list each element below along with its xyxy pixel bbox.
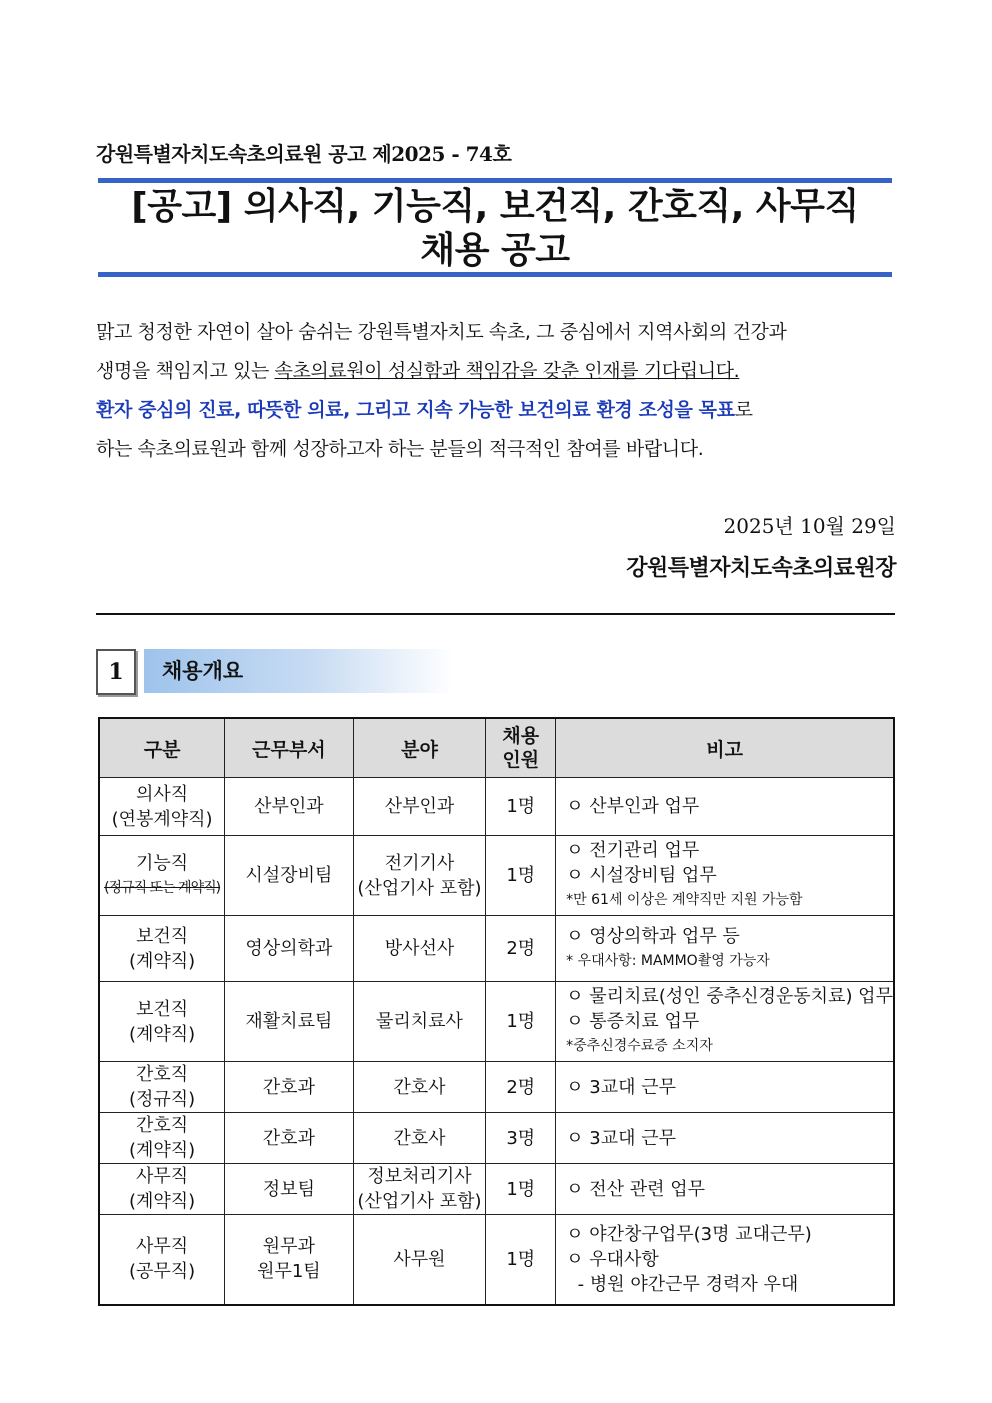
field-cell-line1: 간호사	[393, 1076, 446, 1098]
note-cell	[556, 1062, 894, 1113]
field-cell-line1: 산부인과	[384, 796, 455, 817]
category-cell-line2: (계약직)	[128, 1191, 196, 1212]
count-cell: 3명	[486, 1113, 556, 1164]
category-cell	[99, 1113, 225, 1164]
table-row	[99, 1062, 894, 1113]
field-cell	[353, 1113, 486, 1164]
field-cell-line2: (산업기사 포함)	[357, 877, 482, 899]
header-count	[486, 718, 556, 778]
table-row	[99, 1113, 894, 1164]
department-cell	[225, 1164, 353, 1215]
table-row	[99, 1215, 894, 1305]
note-line: ㅇ 영상의학과 업무 등	[566, 925, 740, 947]
section-divider	[96, 613, 895, 615]
department-cell-line1: 영상의학과	[245, 938, 333, 959]
note-cell	[556, 982, 894, 1062]
intro-text: 로	[734, 399, 753, 421]
department-cell-line2: 원무1팀	[257, 1261, 321, 1283]
category-cell	[99, 1164, 225, 1215]
department-cell	[225, 982, 353, 1062]
count-cell: 2명	[486, 916, 556, 982]
table-row	[99, 1164, 894, 1215]
note-cell	[556, 778, 894, 836]
category-cell	[99, 916, 225, 982]
category-cell	[99, 1062, 225, 1113]
table-row	[99, 982, 894, 1062]
category-cell-line1: 보건직	[136, 925, 189, 947]
note-line: ㅇ 산부인과 업무	[566, 796, 700, 817]
intro-line: 하는 속초의료원과 함께 성장하고자 하는 분들의 적극적인 참여를 바랍니다.	[96, 438, 704, 460]
intro-line	[96, 391, 896, 430]
title-top-rule	[98, 178, 892, 183]
note-line: ㅇ 물리치료(성인 중추신경운동치료) 업무	[566, 986, 893, 1007]
note-cell	[556, 1113, 894, 1164]
field-cell	[353, 836, 486, 916]
field-cell	[353, 982, 486, 1062]
field-cell-line1: 방사선사	[384, 938, 455, 959]
intro-line: 맑고 청정한 자연이 살아 숨쉬는 강원특별자치도 속초, 그 중심에서 지역사회의 건강과	[96, 321, 787, 343]
category-cell	[99, 1215, 225, 1305]
note-line: * 우대사항: MAMMO촬영 가능자	[566, 952, 770, 969]
department-cell-line1: 산부인과	[254, 796, 324, 817]
count-cell: 1명	[486, 1215, 556, 1305]
note-line: ㅇ 우대사항	[566, 1248, 659, 1270]
note-line: ㅇ 전기관리 업무	[566, 840, 700, 861]
category-cell-line2: (공무직)	[128, 1261, 196, 1283]
notice-number: 강원특별자치도속초의료원 공고 제2025 - 74호	[96, 142, 512, 166]
category-cell-line1: 간호직	[136, 1064, 189, 1085]
category-cell-line1: 기능직	[136, 852, 189, 874]
category-cell-line1: 의사직	[136, 783, 189, 805]
note-cell	[556, 916, 894, 982]
signer: 강원특별자치도속초의료원장	[626, 555, 896, 581]
note-line: ㅇ 3교대 근무	[566, 1127, 676, 1149]
field-cell-line1: 간호사	[393, 1127, 446, 1149]
department-cell	[225, 1215, 353, 1305]
department-cell	[225, 1062, 353, 1113]
count-cell: 2명	[486, 1062, 556, 1113]
header-count-l2: 인원	[502, 749, 540, 771]
category-cell-line2: (계약직)	[128, 1140, 196, 1161]
department-cell-line1: 정보팀	[262, 1178, 315, 1200]
note-cell	[556, 1164, 894, 1215]
category-cell	[99, 982, 225, 1062]
note-line: ㅇ 3교대 근무	[566, 1076, 676, 1098]
table-row	[99, 778, 894, 836]
field-cell	[353, 1164, 486, 1215]
category-cell-line1: 보건직	[136, 998, 189, 1020]
title-bottom-rule	[98, 272, 892, 277]
header-count-l1: 채용	[502, 725, 540, 747]
table-row	[99, 916, 894, 982]
section-title: 채용개요	[144, 649, 454, 693]
count-cell: 1명	[486, 836, 556, 916]
note-line: ㅇ 통증치료 업무	[566, 1011, 700, 1032]
category-cell-line1: 사무직	[136, 1166, 189, 1187]
page-title-line1: [공고] 의사직, 기능직, 보건직, 간호직, 사무직	[131, 186, 859, 227]
note-line: ㅇ 야간창구업무(3명 교대근무)	[566, 1223, 812, 1245]
table-header-row	[99, 718, 894, 778]
header-field: 분야	[353, 718, 486, 778]
header-note: 비고	[556, 718, 894, 778]
count-cell: 1명	[486, 1164, 556, 1215]
note-line: ㅇ 전산 관련 업무	[566, 1178, 706, 1200]
category-cell-line1: 사무직	[136, 1236, 189, 1258]
field-cell	[353, 1215, 486, 1305]
category-cell-line1: 간호직	[136, 1115, 189, 1136]
intro-line	[96, 352, 896, 391]
count-cell: 1명	[486, 982, 556, 1062]
page-title-line2: 채용 공고	[420, 230, 570, 271]
department-cell-line1: 시설장비팀	[245, 865, 333, 886]
field-cell-line1: 정보처리기사	[367, 1166, 472, 1187]
department-cell-line1: 간호과	[262, 1127, 315, 1149]
department-cell	[225, 1113, 353, 1164]
department-cell	[225, 778, 353, 836]
note-line: *만 61세 이상은 계약직만 지원 가능함	[566, 892, 803, 908]
header-department: 근무부서	[225, 718, 353, 778]
count-cell: 1명	[486, 778, 556, 836]
category-cell	[99, 836, 225, 916]
section-number: 1	[96, 649, 136, 695]
category-cell-line2: (정규직 또는 계약직)	[104, 879, 221, 896]
field-cell	[353, 1062, 486, 1113]
department-cell	[225, 836, 353, 916]
intro-text: 생명을 책임지고 있는	[96, 360, 275, 382]
field-cell-line1: 전기기사	[384, 852, 455, 874]
department-cell-line1: 간호과	[262, 1076, 315, 1098]
field-cell-line1: 물리치료사	[376, 1011, 463, 1032]
note-cell	[556, 1215, 894, 1305]
department-cell-line1: 재활치료팀	[245, 1011, 333, 1032]
intro-underlined-text: 속초의료원이 성실함과 책임감을 갖춘 인재를 기다립니다.	[274, 360, 740, 382]
intro-emphasis-text: 환자 중심의 진료, 따뜻한 의료, 그리고 지속 가능한 보건의료 환경 조성을 목표	[96, 399, 735, 421]
header-category: 구분	[99, 718, 225, 778]
intro-paragraph-2	[96, 391, 896, 469]
field-cell	[353, 916, 486, 982]
category-cell-line2: (계약직)	[128, 950, 196, 972]
category-cell-line2: (연봉계약직)	[111, 808, 213, 830]
department-cell-line1: 원무과	[262, 1236, 315, 1258]
note-line: - 병원 야간근무 경력자 우대	[566, 1273, 799, 1295]
note-line: ㅇ 시설장비팀 업무	[566, 865, 717, 886]
category-cell-line2: (계약직)	[128, 1023, 196, 1045]
notice-date: 2025년 10월 29일	[723, 514, 896, 538]
note-line: *중추신경수료증 소지자	[566, 1038, 713, 1054]
table-row	[99, 836, 894, 916]
intro-paragraph-1	[96, 313, 896, 391]
category-cell	[99, 778, 225, 836]
category-cell-line2: (정규직)	[128, 1089, 196, 1110]
field-cell-line2: (산업기사 포함)	[357, 1191, 482, 1212]
department-cell	[225, 916, 353, 982]
field-cell	[353, 778, 486, 836]
field-cell-line1: 사무원	[393, 1248, 446, 1270]
note-cell	[556, 836, 894, 916]
recruitment-table	[98, 717, 895, 1306]
